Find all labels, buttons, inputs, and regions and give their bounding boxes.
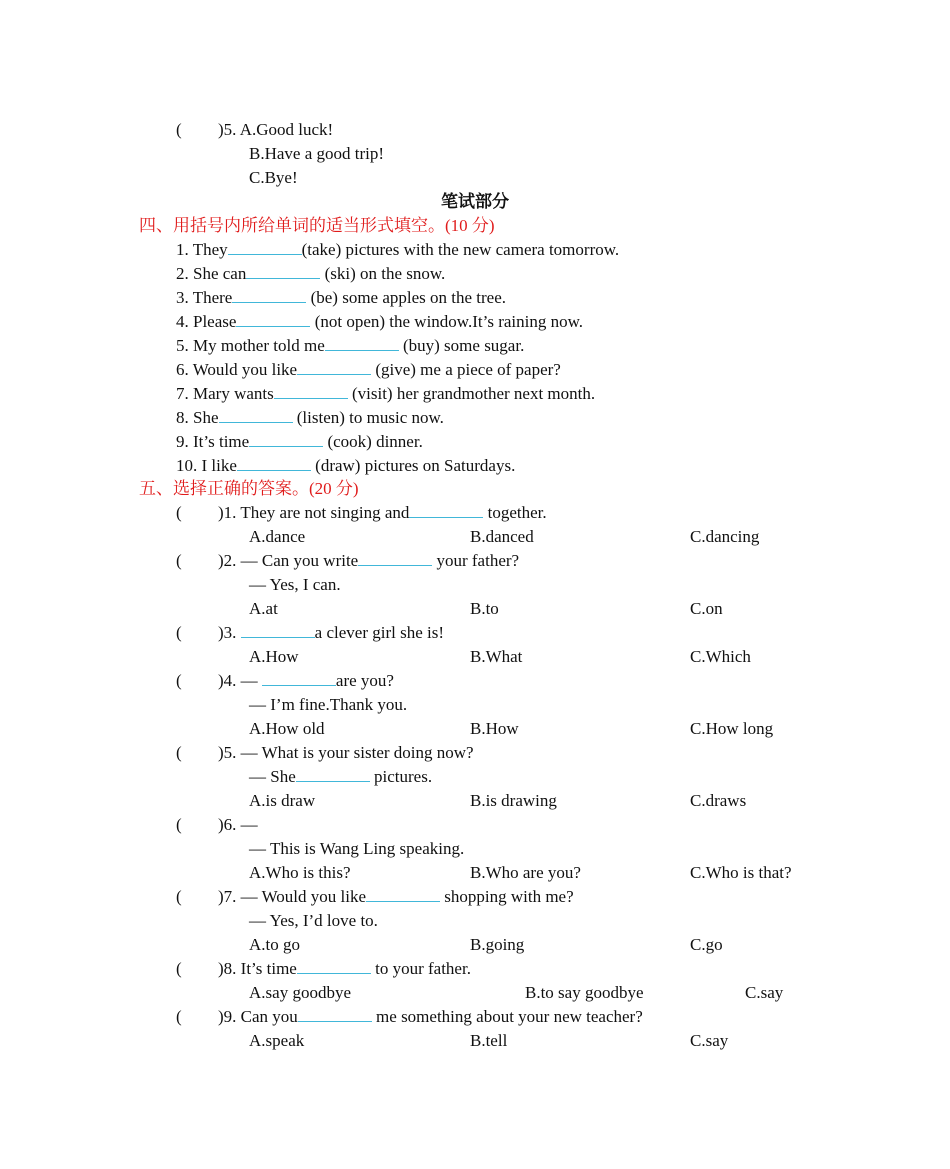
fill-item [176,262,445,286]
answer-blank[interactable] [262,670,336,686]
paren-open: ( [176,551,182,570]
s5-q5-option-c: C.draws [690,791,747,810]
paren-open: ( [176,815,182,834]
fill-item-prefix: 7. Mary wants [176,384,274,403]
fill-item-prefix: 10. I like [176,456,237,475]
s5-q6-stem: )6. — [218,815,258,834]
s5-q1-option-b: B.danced [470,527,534,546]
s5-q3-option-b: B.What [470,647,523,666]
s5-q2-option-a: A.at [249,599,278,618]
fill-item-suffix: (cook) dinner. [323,432,423,451]
fill-item-suffix: (buy) some sugar. [398,336,525,355]
fill-item-prefix: 8. She [176,408,219,427]
answer-blank[interactable] [274,383,348,399]
s5-q7-option-b: B.going [470,935,525,954]
written-section-title: 笔试部分 [441,192,509,211]
answer-blank[interactable] [358,550,432,566]
s5-q9-option-c: C.say [690,1031,729,1050]
answer-blank[interactable] [249,431,323,447]
s5-q8-option-c: C.say [745,983,784,1002]
s5-q4-option-b: B.How [470,719,519,738]
fill-item-suffix: (draw) pictures on Saturdays. [310,456,516,475]
s5-q8-stem: )8. It’s time to your father. [218,959,471,978]
fill-item-prefix: 2. She can [176,264,247,283]
s5-q7-option-a: A.to go [249,935,300,954]
fill-item-suffix: (not open) the window.It’s raining now. [310,312,584,331]
fill-item [176,454,515,478]
s5-q6-option-a: A.Who is this? [249,863,351,882]
s5-q7-reply: — Yes, I’d love to. [249,911,378,930]
fill-item-suffix: (take) pictures with the new camera tomorrow. [301,240,620,259]
answer-blank[interactable] [296,766,370,782]
answer-blank[interactable] [325,335,399,351]
section4-heading: 四、用括号内所给单词的适当形式填空。(10 分) [139,216,495,235]
answer-blank[interactable] [219,407,293,423]
s5-q2-reply: — Yes, I can. [249,575,341,594]
answer-blank[interactable] [237,455,311,471]
s5-q5-option-b: B.is drawing [470,791,557,810]
answer-blank[interactable] [297,359,371,375]
fill-item [176,406,444,430]
s5-q4-reply: — I’m fine.Thank you. [249,695,408,714]
s5-q9-option-a: A.speak [249,1031,305,1050]
answer-blank[interactable] [366,886,440,902]
answer-blank[interactable] [297,958,371,974]
s5-q8-option-b: B.to say goodbye [525,983,644,1002]
s5-q6-option-b: B.Who are you? [470,863,581,882]
fill-item-prefix: 1. They [176,240,228,259]
s5-q9-option-b: B.tell [470,1031,508,1050]
fill-item [176,430,423,454]
fill-item-suffix: (visit) her grandmother next month. [347,384,596,403]
paren-open: ( [176,887,182,906]
fill-item [176,238,619,262]
s5-q3-option-a: A.How [249,647,299,666]
s5-q6-reply: — This is Wang Ling speaking. [249,839,465,858]
fill-item [176,334,524,358]
fill-item-suffix: (listen) to music now. [292,408,444,427]
s5-q6-option-c: C.Who is that? [690,863,792,882]
answer-blank[interactable] [236,311,310,327]
fill-item [176,358,561,382]
s5-q2-stem: )2. — Can you write your father? [218,551,520,570]
listening-q5-question: )5. A.Good luck! [218,120,334,139]
s5-q2-option-b: B.to [470,599,499,618]
s5-q4-stem: )4. — are you? [218,671,394,690]
section5-heading: 五、选择正确的答案。(20 分) [139,479,359,498]
s5-q1-option-a: A.dance [249,527,306,546]
s5-q5-stem: )5. — What is your sister doing now? [218,743,474,762]
s5-q3-option-c: C.Which [690,647,751,666]
answer-blank[interactable] [409,502,483,518]
fill-item-prefix: 9. It’s time [176,432,250,451]
paren-open: ( [176,1007,182,1026]
fill-item [176,286,506,310]
paren-open: ( [176,959,182,978]
fill-item-prefix: 4. Please [176,312,237,331]
listening-q5-option-c: C.Bye! [249,168,298,187]
fill-item-suffix: (give) me a piece of paper? [371,360,561,379]
answer-blank[interactable] [298,1006,372,1022]
listening-q5-option-b: B.Have a good trip! [249,144,385,163]
fill-item-suffix: (be) some apples on the tree. [306,288,507,307]
fill-item-suffix: (ski) on the snow. [320,264,446,283]
paren-open: ( [176,743,182,762]
answer-blank[interactable] [246,263,320,279]
paren-open: ( [176,503,182,522]
answer-blank[interactable] [232,287,306,303]
s5-q7-stem: )7. — Would you like shopping with me? [218,887,574,906]
s5-q9-stem: )9. Can you me something about your new teacher? [218,1007,643,1026]
s5-q5-option-a: A.is draw [249,791,316,810]
s5-q4-option-a: A.How old [249,719,325,738]
fill-item-prefix: 3. There [176,288,233,307]
fill-item-prefix: 5. My mother told me [176,336,325,355]
s5-q5-reply: — She pictures. [249,767,433,786]
s5-q7-option-c: C.go [690,935,723,954]
paren-open: ( [176,120,182,139]
s5-q8-option-a: A.say goodbye [249,983,351,1002]
paren-open: ( [176,623,182,642]
fill-item [176,382,595,406]
s5-q3-stem: )3. a clever girl she is! [218,623,445,642]
answer-blank[interactable] [241,622,315,638]
paren-open: ( [176,671,182,690]
fill-item [176,310,583,334]
s5-q2-option-c: C.on [690,599,723,618]
s5-q1-stem: )1. They are not singing and together. [218,503,547,522]
s5-q4-option-c: C.How long [690,719,774,738]
s5-q1-option-c: C.dancing [690,527,760,546]
fill-item-prefix: 6. Would you like [176,360,298,379]
answer-blank[interactable] [228,239,302,255]
